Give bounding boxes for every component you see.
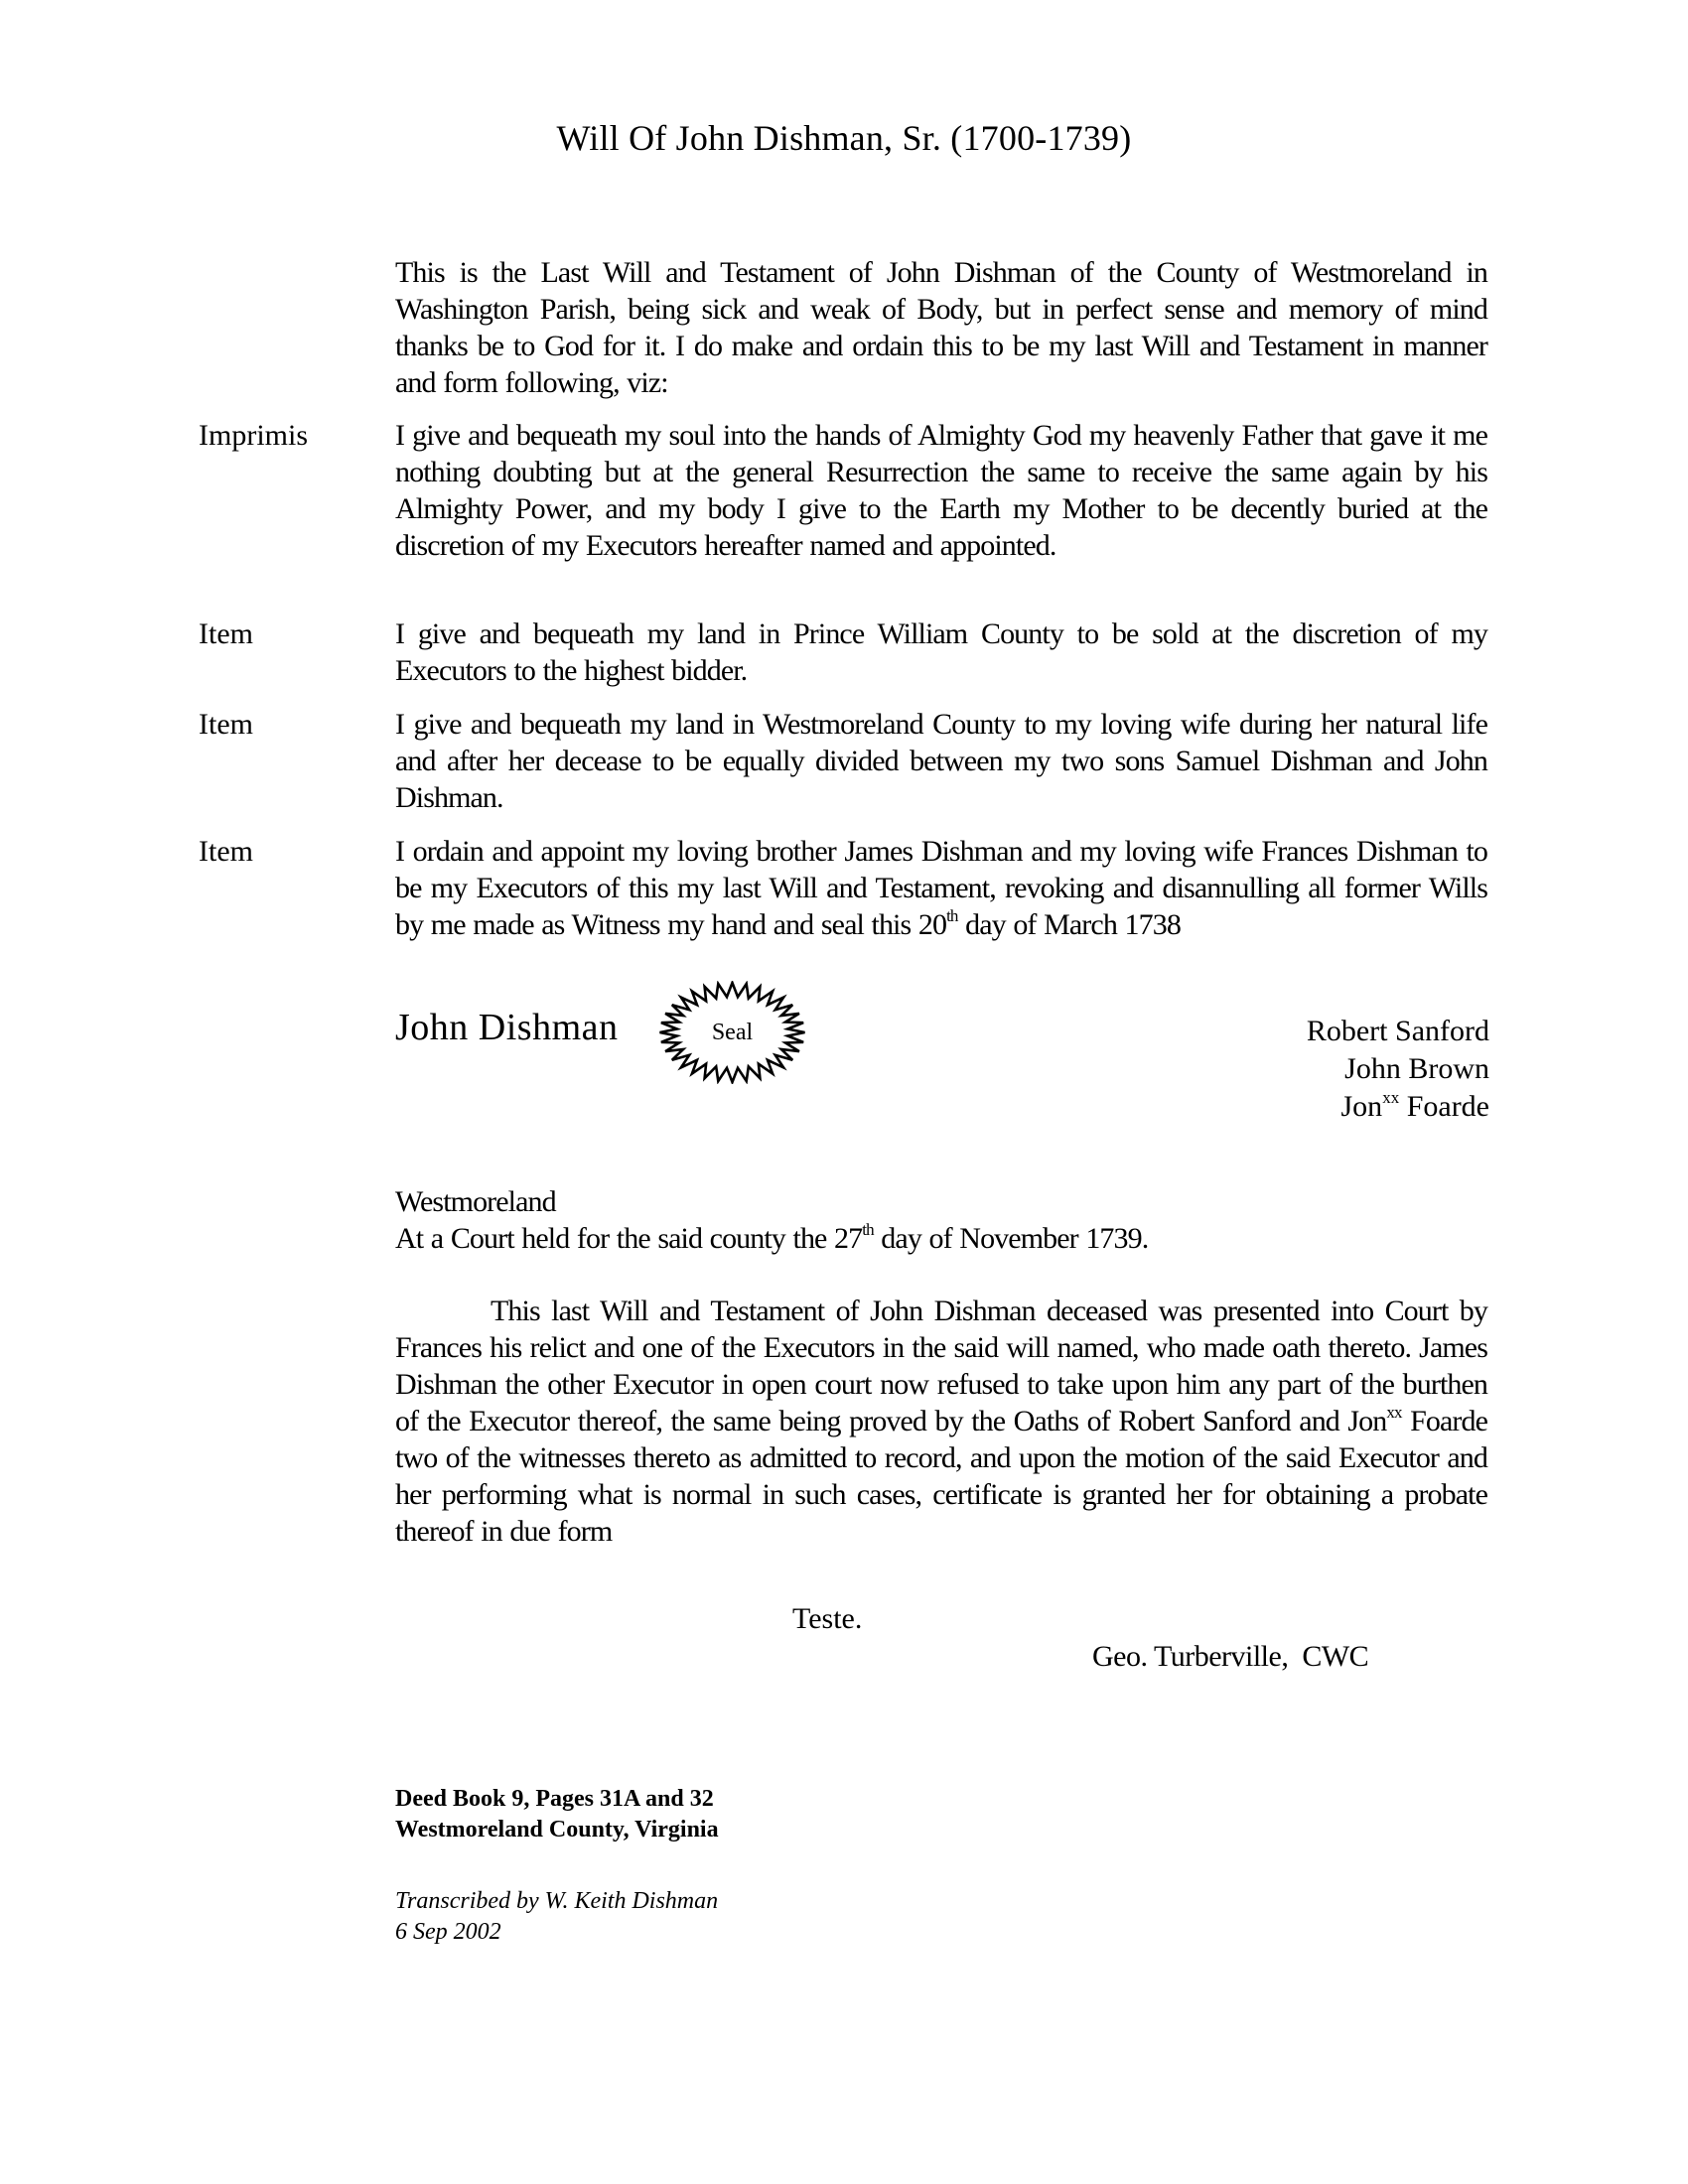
clause-text: I give and bequeath my land in Prince William County to be sold at the discretion of my Executors to the highest bidder. <box>395 617 1487 687</box>
witness-name: Robert Sanford <box>1306 1015 1489 1047</box>
ordinal-suffix: th <box>862 1220 874 1239</box>
clause-label-item: Item <box>199 617 253 650</box>
source-reference-line: Deed Book 9, Pages 31A and 32 <box>395 1786 714 1812</box>
clause-item-prince-william <box>395 615 1487 689</box>
probate-text: This last Will and Testament of John Dishman deceased was presented into Court by Frances his relict and one of the Executors in the said will named, who made oath thereto. James Dishman the other Executor in open court now refused to take upon him any part of the burthen of the Executor thereof, the same being proved by the Oaths of Robert Sanford and Jon <box>395 1295 1487 1437</box>
clause-text: I give and bequeath my land in Westmoreland County to my loving wife during her natural life and after her decease to be equally divided between my two sons Samuel Dishman and John Dishman. <box>395 708 1487 814</box>
clause-label-item: Item <box>199 708 253 741</box>
probate-paragraph <box>395 1293 1487 1550</box>
witness-name: John Brown <box>1344 1052 1489 1085</box>
testator-signature: John Dishman <box>395 1007 619 1048</box>
transcription-note <box>395 1886 718 1948</box>
transcriber: Transcribed by W. Keith Dishman <box>395 1888 719 1914</box>
clause-label-imprimis: Imprimis <box>199 419 308 452</box>
document-title <box>0 117 1688 159</box>
clause-label-item: Item <box>199 835 253 868</box>
seal-label: Seal <box>711 1019 754 1045</box>
clause-imprimis <box>395 417 1487 564</box>
clause-item-executors <box>395 833 1487 943</box>
witness-name-part: Jon <box>1340 1090 1383 1123</box>
probate-text: Foarde two of the witnesses thereto as admitted to record, and upon the motion of the said Executor and her performing what is normal in such cases, certificate is granted her for obtaining a probate thereof in due form <box>395 1405 1487 1548</box>
clerk-signature: Geo. Turberville, CWC <box>1092 1640 1369 1673</box>
preamble-paragraph <box>395 254 1487 401</box>
clause-item-westmoreland-land <box>395 706 1487 816</box>
abbreviation-suffix: xx <box>1382 1088 1400 1107</box>
witness-name <box>1307 1088 1489 1126</box>
probate-county: Westmoreland <box>395 1185 556 1218</box>
court-line-text: day of November 1739. <box>873 1222 1149 1255</box>
clause-text: day of March 1738 <box>957 908 1181 941</box>
teste-label: Teste. <box>792 1602 863 1635</box>
clause-text: I ordain and appoint my loving brother James Dishman and my loving wife Frances Dishman to be my Executors of this my last Will and Testament, revoking and disannulling all former Wills by me made as Witness my hand and seal this 20 <box>395 835 1487 941</box>
witness-list <box>1307 1013 1489 1126</box>
ordinal-suffix: th <box>946 906 958 925</box>
source-reference-line: Westmoreland County, Virginia <box>395 1817 719 1843</box>
witness-name-part: Foarde <box>1399 1090 1489 1123</box>
preamble-text: This is the Last Will and Testament of John Dishman of the County of Westmoreland in Washington Parish, being sick and weak of Body, but in perfect sense and memory of mind thanks be to God for it. I do make and ordain this to be my last Will and Testament in manner and form following, viz: <box>395 256 1487 399</box>
clause-text: I give and bequeath my soul into the hands of Almighty God my heavenly Father that gave it me nothing doubting but at the general Resurrection the same to receive the same again by his Almighty Power, and my body I give to the Earth my Mother to be decently buried at the discretion of my Executors hereafter named and appointed. <box>395 419 1487 562</box>
abbreviation-suffix: xx <box>1386 1403 1402 1422</box>
probate-court-line <box>395 1220 1487 1257</box>
document-title-text: Will Of John Dishman, Sr. (1700-1739) <box>556 118 1132 158</box>
source-reference <box>395 1784 719 1845</box>
transcription-date: 6 Sep 2002 <box>395 1919 501 1945</box>
court-line-text: At a Court held for the said county the 27 <box>395 1222 863 1255</box>
seal-stamp <box>655 981 809 1084</box>
